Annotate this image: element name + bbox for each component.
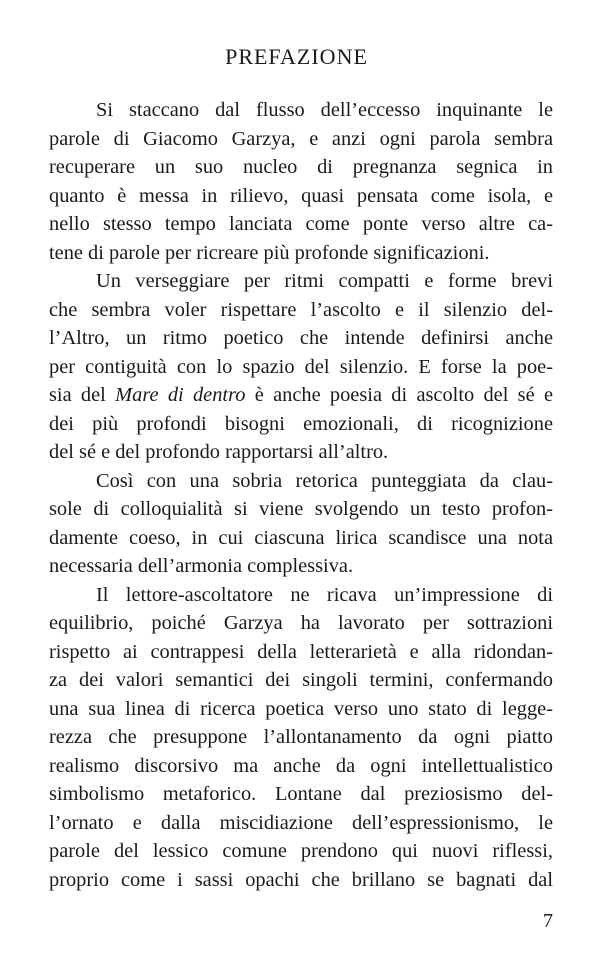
text-run: equilibrio, poiché Garzya ha lavorato per sottrazioni bbox=[49, 612, 553, 634]
text-line bbox=[49, 581, 553, 610]
text-run: tene di parole per ricreare più profonde significazioni. bbox=[49, 241, 490, 264]
text-line bbox=[49, 353, 553, 382]
text-line bbox=[49, 182, 553, 211]
text-line bbox=[49, 752, 553, 781]
text-run: parole di Giacomo Garzya, e anzi ogni parola sembra bbox=[49, 127, 553, 150]
text-run: per contiguità con lo spazio del silenzio. E forse la poe- bbox=[49, 355, 553, 378]
paragraph bbox=[49, 581, 553, 895]
text-run: che sembra voler rispettare l’ascolto e il silenzio del- bbox=[49, 298, 553, 321]
text-line bbox=[49, 467, 553, 496]
text-line bbox=[49, 324, 553, 353]
text-line bbox=[49, 723, 553, 752]
text-line bbox=[49, 239, 553, 268]
text-run: rezza che presuppone l’allontanamento da ogni piatto bbox=[49, 726, 553, 748]
text-run: damente coeso, in cui ciascuna lirica scandisce una nota bbox=[49, 526, 553, 549]
text-line bbox=[49, 809, 553, 838]
text-run: recuperare un suo nucleo di pregnanza segnica in bbox=[49, 156, 553, 178]
text-line bbox=[49, 153, 553, 182]
paragraph bbox=[49, 96, 553, 267]
text-line bbox=[49, 780, 553, 809]
text-line bbox=[49, 125, 553, 154]
text-run: Così con una sobria retorica punteggiata da clau- bbox=[96, 469, 553, 492]
chapter-title: PREFAZIONE bbox=[225, 44, 368, 69]
text-run: dei più profondi bisogni emozionali, di ricognizione bbox=[49, 412, 553, 435]
text-line bbox=[49, 438, 553, 467]
text-line bbox=[49, 381, 553, 410]
text-run: proprio come i sassi opachi che brillano se bagnati dal bbox=[49, 868, 553, 891]
text-run: rispetto ai contrappesi della letterarietà e alla ridondan- bbox=[49, 640, 553, 663]
text-line bbox=[49, 695, 553, 724]
book-title-italic: Mare di dentro bbox=[115, 384, 246, 406]
paragraph bbox=[49, 267, 553, 467]
text-run: quanto è messa in rilievo, quasi pensata come isola, e bbox=[49, 184, 553, 207]
text-run: una sua linea di ricerca poetica verso uno stato di legge- bbox=[49, 697, 553, 720]
text-line bbox=[49, 495, 553, 524]
text-run: za dei valori semantici dei singoli termini, confermando bbox=[49, 669, 553, 691]
text-run: realismo discorsivo ma anche da ogni intellettualistico bbox=[49, 754, 553, 777]
text-line bbox=[49, 296, 553, 325]
text-line bbox=[49, 609, 553, 638]
text-run: Il lettore-ascoltatore ne ricava un’impressione di bbox=[96, 583, 553, 606]
text-run: Un verseggiare per ritmi compatti e forme brevi bbox=[96, 270, 553, 292]
text-run: l’ornato e dalla miscidiazione dell’espressionismo, le bbox=[49, 811, 553, 834]
paragraph bbox=[49, 467, 553, 581]
text-line bbox=[49, 866, 553, 895]
body-text bbox=[49, 96, 553, 894]
text-line bbox=[49, 410, 553, 439]
text-line bbox=[49, 837, 553, 866]
text-run: nello stesso tempo lanciata come ponte verso altre ca- bbox=[49, 213, 553, 235]
text-line bbox=[49, 267, 553, 296]
text-run: parole del lessico comune prendono qui nuovi riflessi, bbox=[49, 840, 553, 862]
text-line bbox=[49, 552, 553, 581]
text-line bbox=[49, 638, 553, 667]
text-line bbox=[49, 666, 553, 695]
text-run: del sé e del profondo rapportarsi all’altro. bbox=[49, 441, 389, 463]
text-line bbox=[49, 210, 553, 239]
text-line bbox=[49, 524, 553, 553]
text-run: è anche poesia di ascolto del sé e bbox=[245, 384, 553, 406]
text-run: sia del bbox=[49, 384, 116, 406]
text-run: necessaria dell’armonia complessiva. bbox=[49, 555, 354, 577]
text-run: Si staccano dal flusso dell’eccesso inquinante le bbox=[96, 99, 553, 121]
text-run: sole di colloquialità si viene svolgendo un testo profon- bbox=[49, 498, 553, 520]
page-number: 7 bbox=[543, 910, 553, 932]
text-run: l’Altro, un ritmo poetico che intende definirsi anche bbox=[49, 327, 553, 349]
text-line bbox=[49, 96, 553, 125]
text-run: simbolismo metaforico. Lontane dal preziosismo del- bbox=[49, 783, 553, 805]
